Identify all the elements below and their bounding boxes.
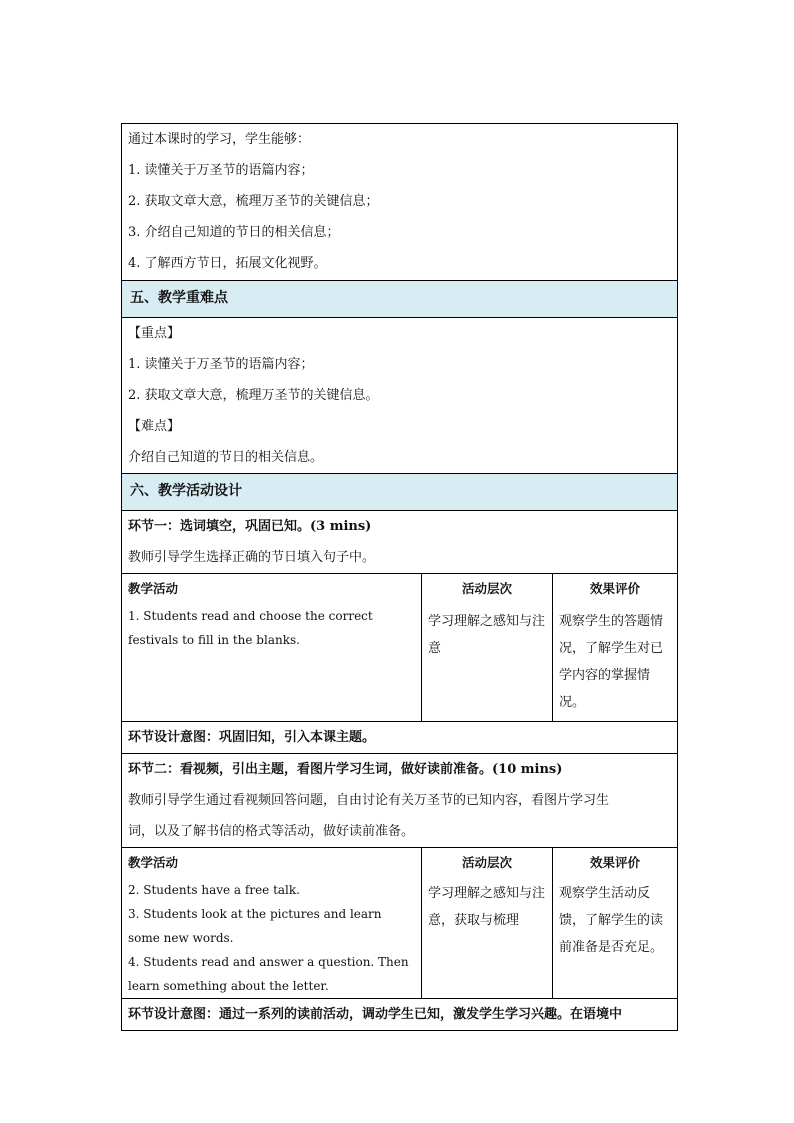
step1-description: 教师引导学生选择正确的节日填入句子中。 [128,550,376,565]
key-point-item: 2. 获取文章大意，梳理万圣节的关键信息。 [128,388,379,403]
step2-activity-item: 3. Students look at the pictures and learn some new words. [128,907,382,945]
objectives-row [122,124,678,281]
section5-header-row [122,281,678,318]
lesson-plan-table [121,123,678,1031]
step1-activity-row [122,574,678,722]
step2-activity-item: 4. Students read and answer a question. Then learn something about the letter. [128,955,409,993]
level-column-header: 活动层次 [461,581,512,596]
step2-level-text: 学习理解之感知与注意，获取与梳理 [428,886,546,928]
level-column-header: 活动层次 [461,855,512,870]
difficult-points-label: 【难点】 [128,419,181,434]
step2-activity-row [122,848,678,999]
section5-title: 五、教学重难点 [130,290,228,306]
step2-description-line: 教师引导学生通过看视频回答问题，自由讨论有关万圣节的已知内容，看图片学习生 [128,793,610,808]
objective-item: 1. 读懂关于万圣节的语篇内容； [128,163,314,178]
difficult-point-text: 介绍自己知道的节日的相关信息。 [128,450,324,465]
section6-header-row [122,474,678,511]
step1-title: 环节一：选词填空，巩固已知。(3 mins) [128,519,372,534]
section5-content-row [122,318,678,474]
step1-evaluation-text: 观察学生的答题情况，了解学生对已学内容的掌握情况。 [559,614,664,710]
step1-design-intent: 环节设计意图：巩固旧知，引入本课主题。 [128,730,376,745]
step2-intent-row [122,999,678,1031]
step2-design-intent: 环节设计意图：通过一系列的读前活动，调动学生已知，激发学生学习兴趣。在语境中 [128,1007,623,1022]
objective-item: 4. 了解西方节日，拓展文化视野。 [128,256,327,271]
objective-item: 3. 介绍自己知道的节日的相关信息； [128,225,340,240]
step2-title: 环节二：看视频，引出主题，看图片学习生词，做好读前准备。(10 mins) [128,762,563,777]
document-page [121,123,677,1031]
evaluation-column-header: 效果评价 [590,855,641,870]
step1-activity-text: 1. Students read and choose the correct festivals to fill in the blanks. [128,609,373,647]
objectives-intro: 通过本课时的学习，学生能够： [128,132,311,147]
activity-column-header: 教学活动 [128,855,179,870]
step2-activity-item: 2. Students have a free talk. [128,883,300,897]
step1-level-text: 学习理解之感知与注意 [428,614,546,656]
step1-intro-row [122,511,678,574]
key-point-item: 1. 读懂关于万圣节的语篇内容； [128,357,314,372]
step2-evaluation-text: 观察学生活动反馈，了解学生的读前准备是否充足。 [559,886,664,955]
evaluation-column-header: 效果评价 [590,581,641,596]
objective-item: 2. 获取文章大意，梳理万圣节的关键信息； [128,194,379,209]
step1-intent-row [122,722,678,754]
key-points-label: 【重点】 [128,326,181,341]
step2-description-line: 词，以及了解书信的格式等活动，做好读前准备。 [128,824,415,839]
section6-title: 六、教学活动设计 [130,483,242,499]
step2-intro-row [122,754,678,848]
activity-column-header: 教学活动 [128,581,179,596]
